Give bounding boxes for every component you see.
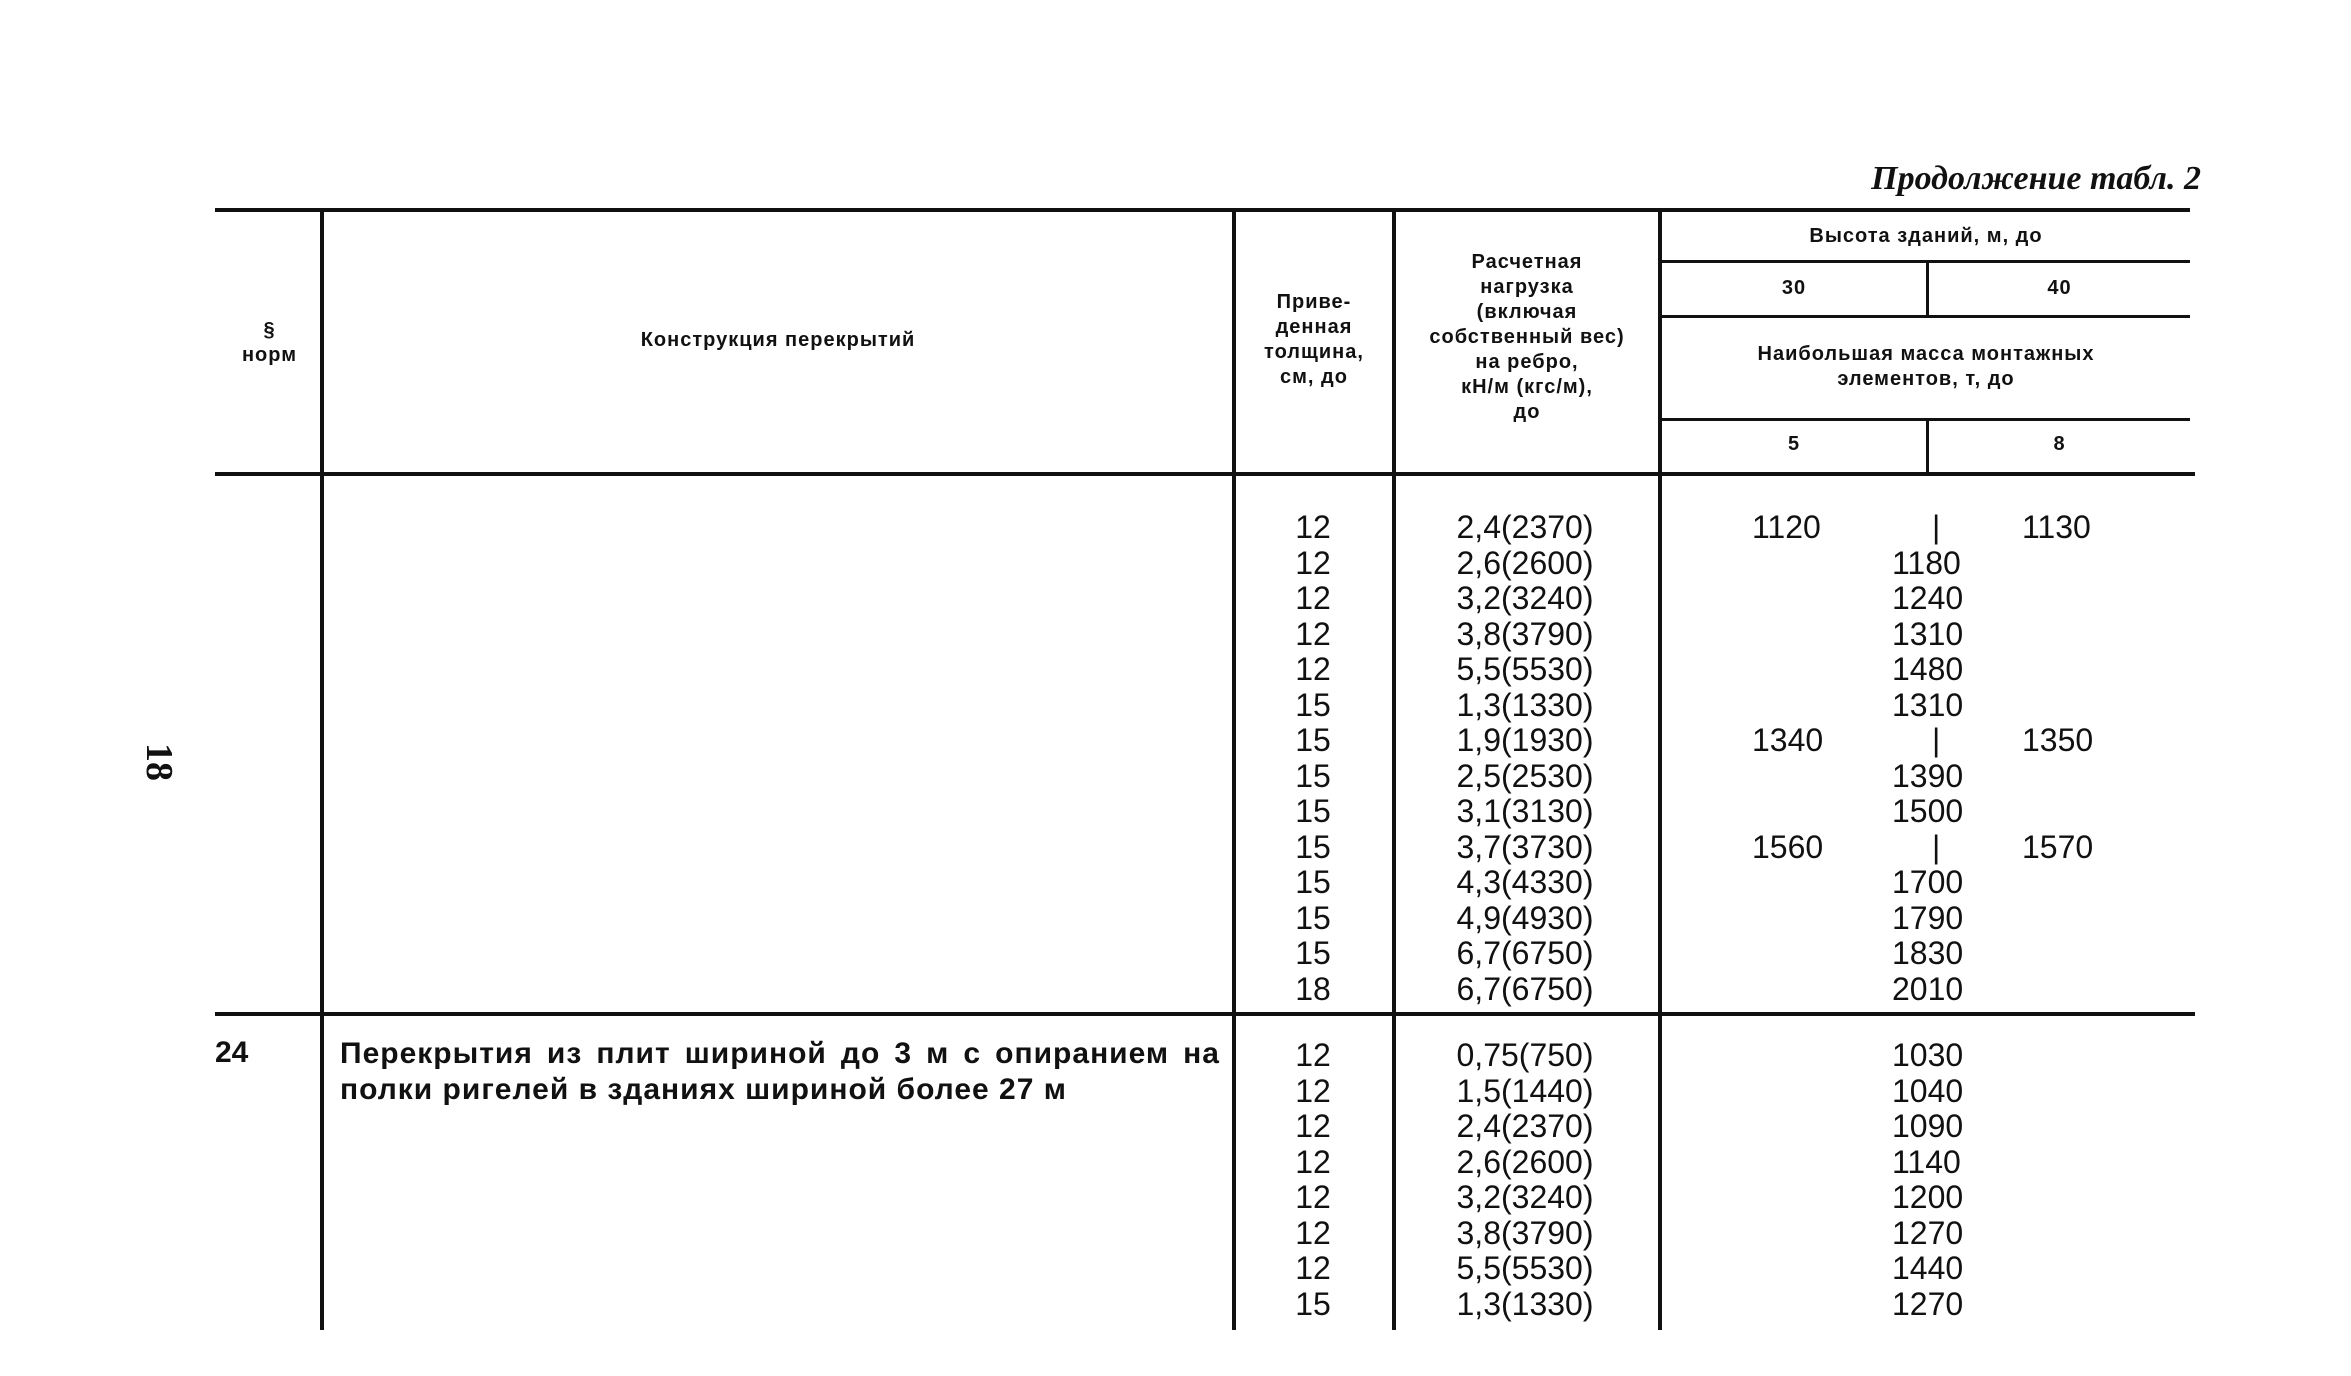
group-divider bbox=[215, 1012, 2195, 1016]
header-thickness: Приве- денная толщина, см, до bbox=[1264, 291, 1364, 388]
table-cell: 12 bbox=[1295, 651, 1331, 687]
table-cell: 15 bbox=[1295, 686, 1331, 723]
table-cell: 12 bbox=[1295, 509, 1331, 545]
table-cell: | bbox=[1932, 828, 1941, 865]
table-cell: 15 bbox=[1295, 757, 1331, 794]
table-row bbox=[1662, 1251, 2192, 1287]
table-cell: 1,5(1440) bbox=[1456, 1072, 1594, 1109]
table-row bbox=[1662, 865, 2192, 901]
table-row bbox=[1662, 723, 2192, 759]
height-values-divider bbox=[1660, 315, 2190, 318]
table-row bbox=[1662, 830, 2192, 866]
table-cell: 12 bbox=[1295, 1179, 1331, 1215]
table-cell: 12 bbox=[1295, 615, 1331, 652]
table-cell: 3,8(3790) bbox=[1456, 615, 1594, 652]
table-cell: 1090 bbox=[1892, 1108, 1964, 1144]
header-h40: 40 bbox=[2047, 277, 2072, 299]
header-section: § норм bbox=[241, 319, 298, 366]
table-cell: 4,9(4930) bbox=[1456, 899, 1594, 936]
table-cell: 3,1(3130) bbox=[1456, 793, 1594, 829]
table-cell: 15 bbox=[1295, 793, 1331, 829]
table-row bbox=[1662, 688, 2192, 724]
table-row bbox=[1662, 546, 2192, 582]
table-cell: 6,7(6750) bbox=[1456, 970, 1594, 1007]
table-cell: 5,5(5530) bbox=[1456, 651, 1594, 687]
table-row bbox=[1662, 581, 2192, 617]
table-cell: 12 bbox=[1295, 544, 1331, 581]
header-m8: 8 bbox=[2053, 433, 2066, 455]
table-cell: 3,8(3790) bbox=[1456, 1214, 1594, 1251]
table-cell: 1830 bbox=[1892, 935, 1964, 971]
group1-mass-column bbox=[1662, 510, 2192, 1007]
table-row bbox=[1662, 510, 2192, 546]
table-cell: 1340 bbox=[1752, 722, 1824, 758]
table-cell: 1120 bbox=[1752, 509, 1821, 545]
table-cell: 1270 bbox=[1892, 1214, 1964, 1251]
table-cell: 15 bbox=[1295, 1285, 1331, 1322]
table-cell: 0,75(750) bbox=[1456, 1037, 1594, 1073]
table-row bbox=[1662, 1287, 2192, 1323]
table-cell: 1270 bbox=[1892, 1285, 1964, 1322]
table-cell: | bbox=[1932, 509, 1941, 545]
table-row bbox=[1662, 652, 2192, 688]
table-cell: 12 bbox=[1295, 1108, 1331, 1144]
group1-thickness-column bbox=[1263, 510, 1363, 1007]
table-cell: 3,2(3240) bbox=[1456, 580, 1594, 616]
table-cell: | bbox=[1932, 722, 1941, 758]
table-row bbox=[1662, 1216, 2192, 1252]
table-cell: 2,4(2370) bbox=[1456, 509, 1594, 545]
table-cell: 2,6(2600) bbox=[1456, 544, 1594, 581]
table-row bbox=[1662, 759, 2192, 795]
table-cell: 4,3(4330) bbox=[1456, 864, 1594, 900]
table-cell: 1140 bbox=[1892, 1143, 1961, 1180]
header-height: Высота зданий, м, до bbox=[1809, 225, 2043, 247]
height-row-divider bbox=[1660, 260, 2190, 263]
table-cell: 1440 bbox=[1892, 1250, 1964, 1286]
table-cell: 15 bbox=[1295, 722, 1331, 758]
table-cell: 1,9(1930) bbox=[1456, 722, 1594, 758]
section-number: 24 bbox=[215, 1036, 249, 1069]
group2-mass-column bbox=[1662, 1038, 2192, 1322]
table-cell: 1700 bbox=[1892, 864, 1964, 900]
table-cell: 1180 bbox=[1892, 544, 1961, 581]
table-cell: 2,6(2600) bbox=[1456, 1143, 1594, 1180]
group1-load-column bbox=[1400, 510, 1650, 1007]
header-mass: Наибольшая масса монтажных элементов, т, до bbox=[1757, 343, 2095, 390]
table-cell: 12 bbox=[1295, 1037, 1331, 1073]
table-row bbox=[1662, 901, 2192, 937]
table-row bbox=[1662, 617, 2192, 653]
table-cell: 3,2(3240) bbox=[1456, 1179, 1594, 1215]
table-cell: 1500 bbox=[1892, 793, 1964, 829]
table-cell: 12 bbox=[1295, 580, 1331, 616]
table-cell: 15 bbox=[1295, 935, 1331, 971]
table-row bbox=[1662, 1180, 2192, 1216]
table-cell: 1030 bbox=[1892, 1037, 1964, 1073]
table-cell: 3,7(3730) bbox=[1456, 828, 1594, 865]
header-h30: 30 bbox=[1781, 277, 1807, 299]
table-cell: 15 bbox=[1295, 828, 1331, 865]
table-cell: 1390 bbox=[1892, 757, 1964, 794]
table-cell: 1790 bbox=[1892, 899, 1964, 936]
table-cell: 1040 bbox=[1892, 1072, 1964, 1109]
table-cell: 1,3(1330) bbox=[1456, 1285, 1594, 1322]
group2-thickness-column bbox=[1263, 1038, 1363, 1322]
table-cell: 12 bbox=[1295, 1072, 1331, 1109]
table-row bbox=[1662, 1109, 2192, 1145]
table-cell: 5,5(5530) bbox=[1456, 1250, 1594, 1286]
table-cell: 1560 bbox=[1752, 828, 1824, 865]
table-cell: 12 bbox=[1295, 1250, 1331, 1286]
table-row bbox=[1662, 1074, 2192, 1110]
header-m5: 5 bbox=[1787, 433, 1801, 455]
table-cell: 1350 bbox=[2022, 722, 2094, 758]
table-cell: 1240 bbox=[1892, 580, 1964, 616]
group2-load-column bbox=[1400, 1038, 1650, 1322]
header-construction: Конструкция перекрытий bbox=[640, 329, 916, 351]
table-cell: 15 bbox=[1295, 899, 1331, 936]
table-top-border bbox=[215, 208, 2190, 212]
table-cell: 1200 bbox=[1892, 1179, 1964, 1215]
table-row bbox=[1662, 1038, 2192, 1074]
table-cell: 6,7(6750) bbox=[1456, 935, 1594, 971]
table-cell: 18 bbox=[1295, 970, 1331, 1007]
table-cell: 1310 bbox=[1892, 615, 1964, 652]
table-cell: 1480 bbox=[1892, 651, 1964, 687]
table-cell: 12 bbox=[1295, 1214, 1331, 1251]
table-cell: 2,5(2530) bbox=[1456, 757, 1594, 794]
table-cell: 12 bbox=[1295, 1143, 1331, 1180]
table-cell: 1130 bbox=[2022, 509, 2091, 545]
header-load: Расчетная нагрузка (включая собственный вес) на ребро, кН/м (кгс/м), до bbox=[1429, 251, 1625, 423]
table-cell: 1570 bbox=[2022, 828, 2094, 865]
header-bottom-border bbox=[215, 472, 2195, 476]
mass-row-divider bbox=[1660, 418, 2190, 421]
table-cell: 15 bbox=[1295, 864, 1331, 900]
table-cell: 2,4(2370) bbox=[1456, 1108, 1594, 1144]
table-row bbox=[1662, 936, 2192, 972]
table-cell: 1,3(1330) bbox=[1456, 686, 1594, 723]
col-divider-1 bbox=[320, 210, 324, 1330]
table-caption: Продолжение табл. 2 bbox=[1871, 160, 2201, 197]
table-row bbox=[1662, 1145, 2192, 1181]
page-number: 18 bbox=[138, 743, 180, 781]
table-cell: 2010 bbox=[1892, 970, 1964, 1007]
construction-description: Перекрытия из плит шириной до 3 м с опиранием на полки ригелей в зданиях шириной более 27 м bbox=[340, 1037, 1220, 1106]
table-row bbox=[1662, 972, 2192, 1008]
table-cell: 1310 bbox=[1892, 686, 1964, 723]
table-row bbox=[1662, 794, 2192, 830]
